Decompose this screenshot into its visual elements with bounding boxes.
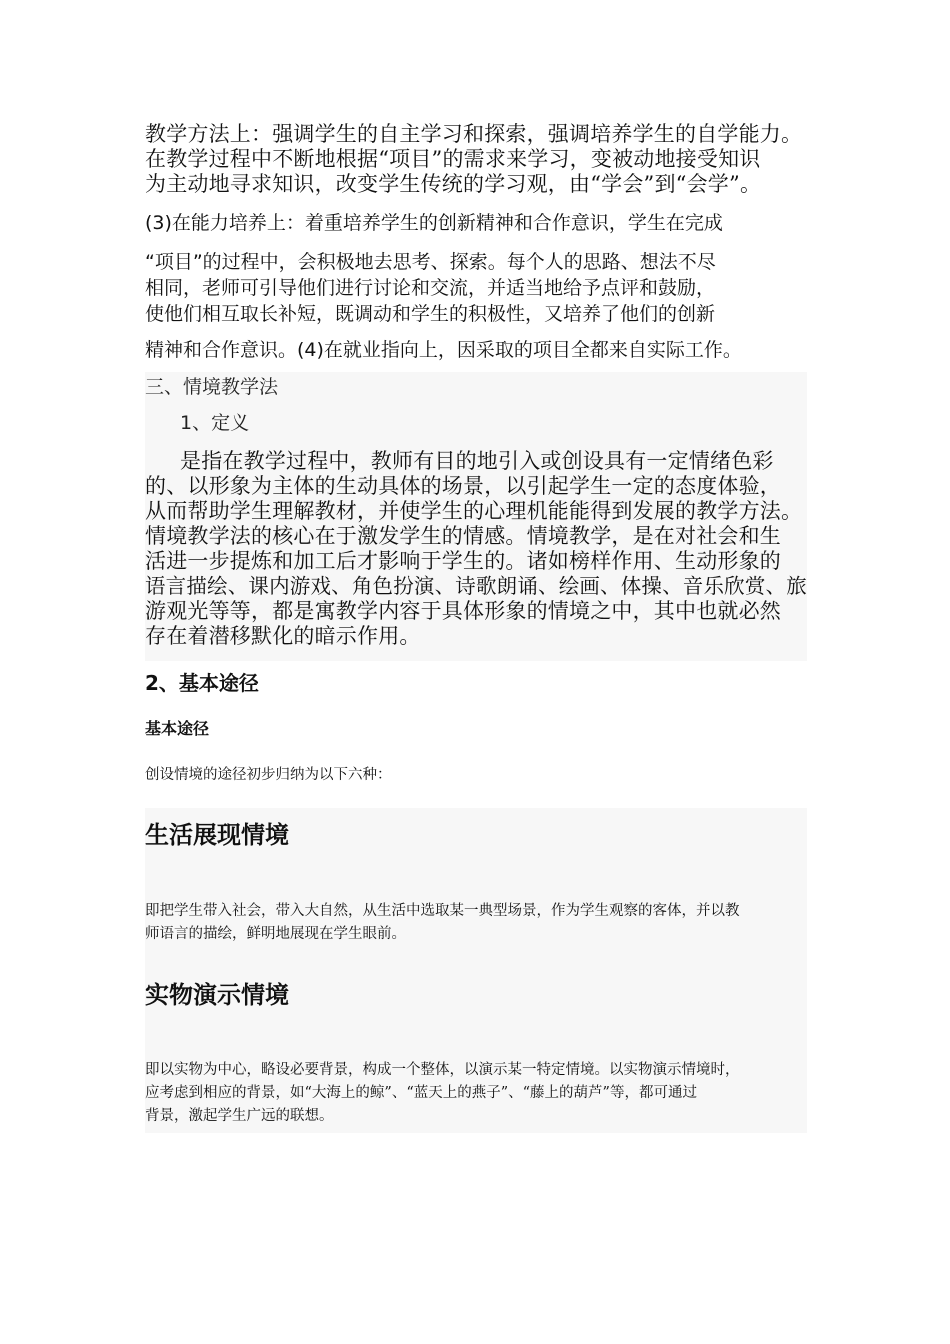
ability-paragraph bbox=[145, 249, 810, 327]
text-line: 存在着潜移默化的暗示作用。 bbox=[145, 624, 421, 648]
text-line: (3)在能力培养上：着重培养学生的创新精神和合作意识，学生在完成 bbox=[145, 212, 723, 234]
heading-text: 1、定义 bbox=[180, 412, 250, 434]
text-line: 即把学生带入社会，带入大自然，从生活中选取某一典型场景，作为学生观察的客体，并以教 bbox=[145, 903, 740, 919]
text-line: 精神和合作意识。(4)在就业指向上，因采取的项目全都来自实际工作。 bbox=[145, 339, 742, 361]
text-line: 使他们相互取长补短，既调动和学生的积极性，又培养了他们的创新 bbox=[145, 303, 716, 325]
text-line: 从而帮助学生理解教材，并使学生的心理机能能得到发展的教学方法。 bbox=[145, 499, 803, 523]
heading-text: 三、情境教学法 bbox=[145, 376, 279, 398]
object-scene-paragraph bbox=[145, 1059, 810, 1128]
path-subtitle: 基本途径 bbox=[145, 719, 210, 738]
text-line: 相同，老师可引导他们进行讨论和交流，并适当地给予点评和鼓励， bbox=[145, 277, 716, 299]
intro-paragraph bbox=[145, 122, 810, 197]
ability-last-line bbox=[145, 338, 810, 362]
object-scene-title: 实物演示情境 bbox=[145, 981, 289, 1009]
text-line: 活进一步提炼和加工后才影响于学生的。诸如榜样作用、生动形象的 bbox=[145, 549, 781, 573]
text-line: 语言描绘、课内游戏、角色扮演、诗歌朗诵、绘画、体操、音乐欣赏、旅 bbox=[145, 574, 807, 598]
text-line: 在教学过程中不断地根据“项目”的需求来学习，变被动地接受知识 bbox=[145, 147, 761, 171]
text-line: 的、以形象为主体的生动具体的场景，以引起学生一定的态度体验， bbox=[145, 474, 781, 498]
section-title bbox=[145, 375, 810, 399]
definition-paragraph bbox=[145, 449, 810, 649]
text-line: 是指在教学过程中，教师有目的地引入或创设具有一定情绪色彩 bbox=[180, 449, 774, 473]
text-line: “项目”的过程中，会积极地去思考、探索。每个人的思路、想法不尽 bbox=[145, 251, 716, 273]
ability-first-line bbox=[145, 211, 810, 235]
life-scene-paragraph bbox=[145, 900, 810, 946]
text-line: 情境教学法的核心在于激发学生的情感。情境教学，是在对社会和生 bbox=[145, 524, 781, 548]
text-line: 为主动地寻求知识，改变学生传统的学习观，由“学会”到“会学”。 bbox=[145, 172, 762, 196]
text-line: 应考虑到相应的背景，如“大海上的鲸”、“蓝天上的燕子”、“藤上的葫芦”等，都可通过 bbox=[145, 1085, 697, 1101]
path-intro bbox=[145, 764, 810, 787]
definition-title bbox=[180, 411, 845, 435]
text-line: 背景，激起学生广远的联想。 bbox=[145, 1108, 334, 1124]
text-line: 游观光等等，都是寓教学内容于具体形象的情境之中，其中也就必然 bbox=[145, 599, 781, 623]
text-line: 创设情境的途径初步归纳为以下六种： bbox=[145, 767, 392, 783]
life-scene-title: 生活展现情境 bbox=[145, 821, 289, 849]
text-line: 师语言的描绘，鲜明地展现在学生眼前。 bbox=[145, 926, 406, 942]
text-line: 教学方法上：强调学生的自主学习和探索，强调培养学生的自学能力。 bbox=[145, 122, 803, 146]
path-title: 2、基本途径 bbox=[145, 671, 259, 695]
text-line: 即以实物为中心，略设必要背景，构成一个整体，以演示某一特定情境。以实物演示情境时， bbox=[145, 1062, 740, 1078]
